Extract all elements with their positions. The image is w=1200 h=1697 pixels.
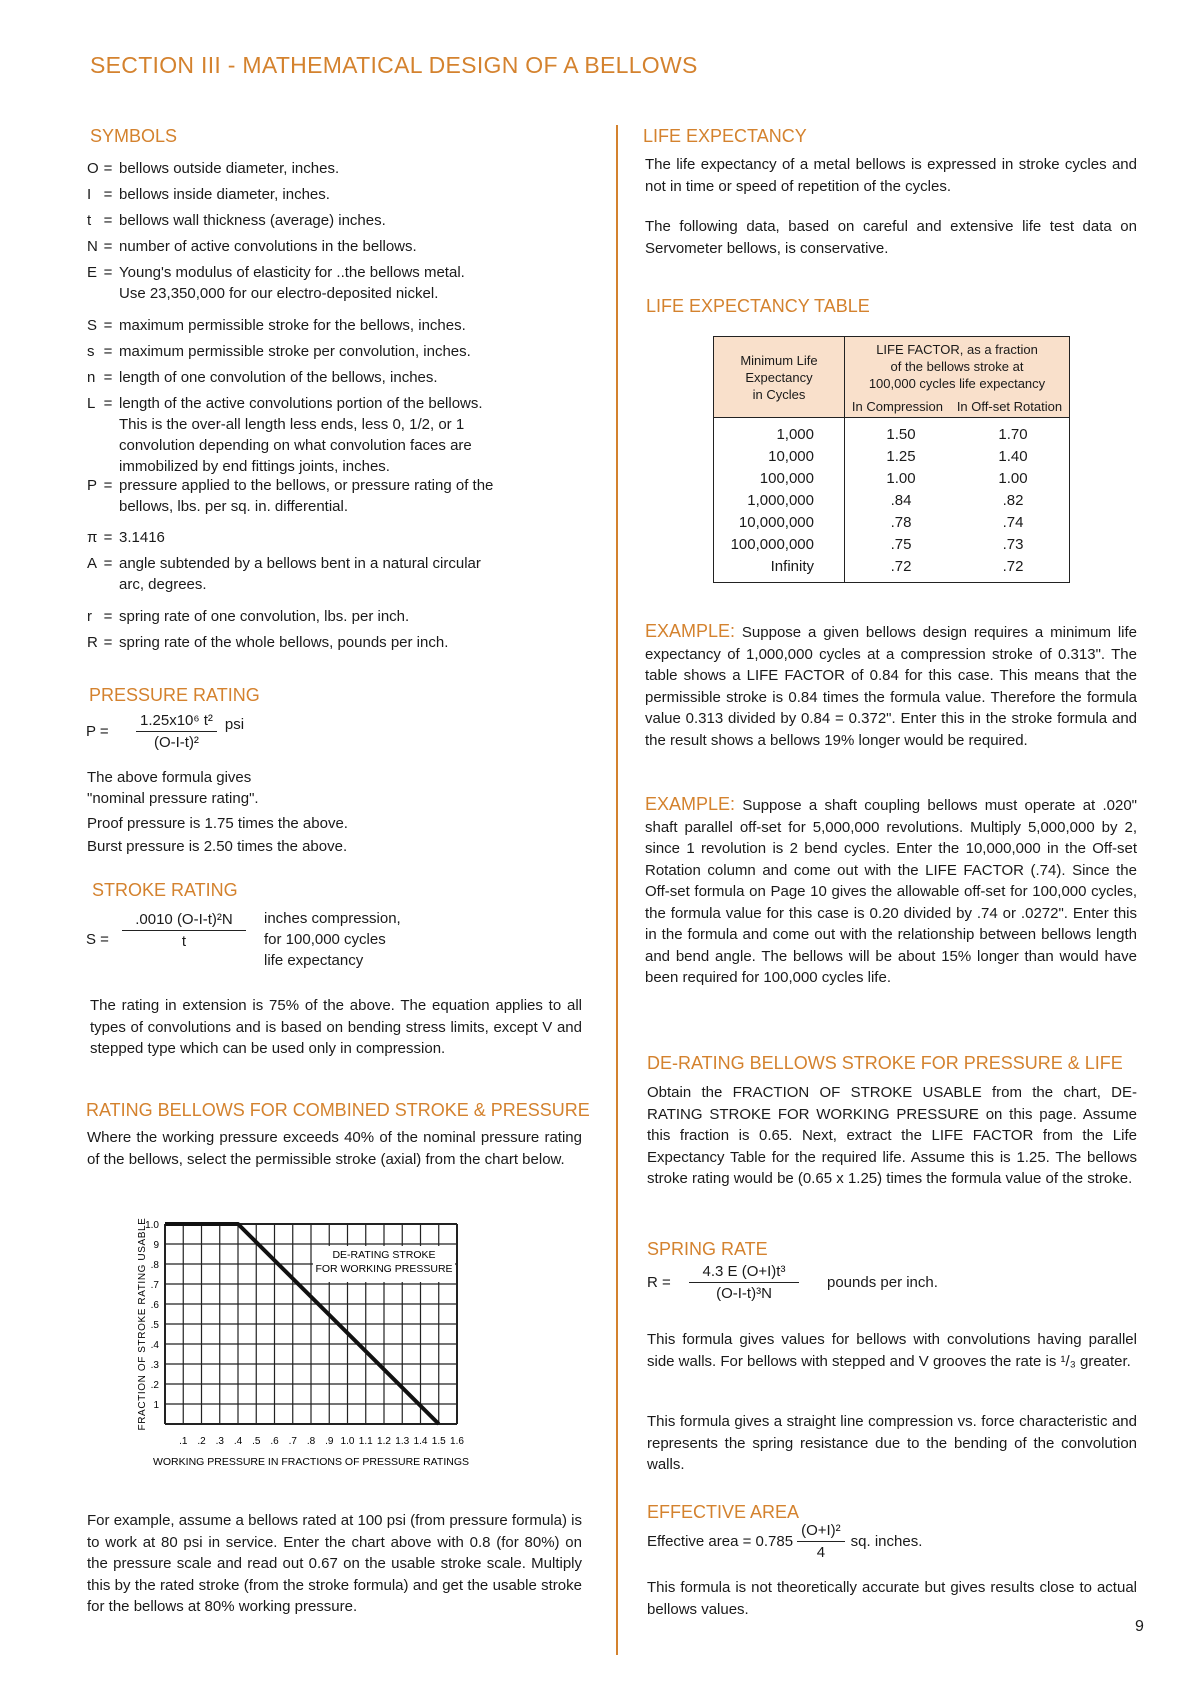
symbol-item (87, 527, 165, 548)
symbol-equals: = (103, 238, 113, 255)
cycles-column (714, 418, 845, 583)
formula-unit: sq. inches. (850, 1533, 923, 1550)
derating-paragraph: Obtain the FRACTION OF STROKE USABLE from the chart, DE-RATING STROKE FOR WORKING PRESSURE on this page. Assume this fraction is 0.65. Next, extract the LIFE FACTOR from the Life Expectancy Table for the required life. Assume this is 1.25. The bellows stroke rating would be (0.65 x 1.25) times the formula value of the stroke. (647, 1084, 1137, 1187)
pressure-formula (86, 712, 244, 751)
symbol-key: O (87, 160, 99, 177)
formula-denominator: (O-I-t)³N (716, 1285, 772, 1302)
y-tick-label: .5 (150, 1320, 159, 1331)
formula-denominator: t (181, 933, 187, 950)
symbol-key: A (87, 555, 98, 572)
x-tick-label: .5 (252, 1436, 261, 1447)
x-tick-label: 1.0 (340, 1436, 355, 1447)
symbol-item (87, 606, 409, 627)
offset-column (957, 424, 1069, 578)
symbol-equals: = (103, 160, 113, 177)
formula-numerator: 4.3 E (O+I)t³ (689, 1263, 799, 1283)
x-tick-label: 1.5 (431, 1436, 446, 1447)
stroke-notes (264, 908, 401, 971)
symbol-continuation: convolution depending on what convolution faces are (119, 437, 472, 454)
symbol-key: π (87, 529, 98, 546)
compression-cell: .72 (890, 558, 912, 575)
column-divider (616, 125, 618, 1655)
life-factor-header-line: of the bellows stroke at (890, 359, 1024, 374)
stroke-rating-heading: STROKE RATING (92, 880, 238, 900)
cycles-cell: Infinity (770, 558, 814, 575)
offset-cell: .74 (1002, 514, 1024, 531)
life-table-heading: LIFE EXPECTANCY TABLE (646, 296, 870, 316)
symbol-text: 3.1416 (119, 529, 165, 546)
x-tick-label: 1.2 (377, 1436, 391, 1447)
formula-lhs: R = (647, 1274, 671, 1291)
symbol-item (87, 367, 438, 388)
pressure-line-4: Burst pressure is 2.50 times the above. (87, 838, 348, 855)
symbol-equals: = (103, 608, 113, 625)
pressure-line-1: The above formula gives (87, 769, 252, 786)
y-axis-label: FRACTION OF STROKE RATING USABLE (137, 1217, 148, 1431)
compression-cell: 1.00 (886, 470, 916, 487)
area-formula (647, 1522, 922, 1561)
min-life-header-line: Expectancy (745, 369, 813, 385)
table-body-row (714, 418, 1070, 583)
cycles-cell: 10,000,000 (738, 514, 814, 531)
symbol-continuation: Use 23,350,000 for our electro-deposited nickel. (119, 285, 439, 302)
page-title: SECTION III - MATHEMATICAL DESIGN OF A BELLOWS (90, 52, 698, 78)
min-life-header (714, 337, 845, 418)
symbol-item (87, 158, 339, 179)
symbol-equals: = (103, 369, 113, 386)
life-factor-header-line: LIFE FACTOR, as a fraction (876, 342, 1038, 357)
x-tick-label: 1.1 (358, 1436, 373, 1447)
formula-denominator: (O-I-t)² (153, 734, 199, 751)
symbol-key: R (87, 634, 98, 651)
formula-numerator: .0010 (O-I-t)²N (122, 911, 246, 931)
sub-header-offset: In Off-set Rotation (956, 399, 1063, 414)
y-tick-label: 1 (153, 1400, 159, 1411)
symbol-item (87, 210, 386, 231)
compression-cell: 1.25 (886, 448, 916, 465)
pressure-line-3: Proof pressure is 1.75 times the above. (87, 815, 348, 832)
y-tick-label: .6 (150, 1300, 159, 1311)
combined-example: For example, assume a bellows rated at 100 psi (from pressure formula) is to work at 80 psi in service. Enter the chart above with 0.8 (for 80%) on the pressure scale and read out 0.67 on the usable stroke scale. Multiply this by the rated stroke (from the stroke formula) and get the usable stroke for the bellows at 80% working pressure. (87, 1512, 582, 1615)
symbol-key: I (87, 186, 92, 203)
symbol-equals: = (103, 343, 113, 360)
pressure-rating-heading: PRESSURE RATING (89, 685, 260, 705)
symbol-text: bellows inside diameter, inches. (119, 186, 330, 203)
spring-rate-heading: SPRING RATE (647, 1239, 768, 1259)
formula-lhs: P = (86, 723, 109, 740)
formula-unit: pounds per inch. (827, 1274, 938, 1291)
combined-paragraph: Where the working pressure exceeds 40% of the nominal pressure rating of the bellows, select the permissible stroke (axial) from the chart below. (87, 1129, 582, 1168)
symbol-item (87, 553, 481, 595)
symbol-text: length of one convolution of the bellows, inches. (119, 369, 438, 386)
symbol-item (87, 184, 330, 205)
x-tick-label: .7 (288, 1436, 297, 1447)
example-2 (645, 794, 1137, 989)
cycles-cell: 1,000,000 (747, 492, 814, 509)
min-life-header-line: in Cycles (752, 386, 806, 402)
offset-cell: 1.00 (998, 470, 1028, 487)
y-tick-label: .2 (150, 1380, 159, 1391)
life-expectancy-table (713, 336, 1070, 583)
offset-cell: .73 (1002, 536, 1024, 553)
pressure-line-2: "nominal pressure rating". (87, 790, 259, 807)
x-tick-label: .1 (179, 1436, 188, 1447)
compression-cell: 1.50 (886, 426, 916, 443)
spring-paragraph-2: This formula gives a straight line compression vs. force characteristic and represents the spring resistance due to the bending of the convolution walls. (647, 1413, 1137, 1473)
formula-numerator: (O+I)² (797, 1522, 845, 1542)
symbol-key: r (87, 608, 92, 625)
stroke-note-1: inches compression, (264, 910, 401, 927)
stroke-note-3: life expectancy (264, 952, 364, 969)
formula-unit: psi (224, 716, 245, 733)
symbol-equals: = (103, 555, 113, 572)
life-factor-header (845, 337, 1070, 418)
symbol-text: bellows wall thickness (average) inches. (119, 212, 386, 229)
life-factor-header-line: 100,000 cycles life expectancy (868, 376, 1046, 391)
y-tick-label: .4 (150, 1340, 159, 1351)
formula-numerator: 1.25x10⁶ t² (136, 712, 217, 732)
table-header-row (714, 337, 1070, 418)
min-life-header-line: Minimum Life (740, 352, 818, 368)
x-tick-label: 1.4 (413, 1436, 428, 1447)
derating-chart (125, 1212, 545, 1502)
effective-area-heading: EFFECTIVE AREA (647, 1502, 800, 1522)
cycles-cell: 100,000,000 (730, 536, 814, 553)
chart-title-line-2: FOR WORKING PRESSURE (315, 1263, 453, 1275)
y-tick-label: 9 (153, 1240, 159, 1251)
x-tick-label: .8 (306, 1436, 316, 1447)
symbol-key: E (87, 264, 98, 281)
offset-cell: 1.70 (998, 426, 1028, 443)
symbols-heading: SYMBOLS (90, 126, 178, 146)
x-tick-label: .2 (197, 1436, 206, 1447)
formula-lhs: Effective area = 0.785 (647, 1533, 794, 1550)
symbol-continuation: bellows, lbs. per sq. in. differential. (119, 498, 349, 515)
x-tick-label: 1.3 (395, 1436, 410, 1447)
symbol-equals: = (103, 264, 113, 281)
formula-denominator: 4 (816, 1544, 826, 1561)
y-tick-label: .7 (150, 1280, 159, 1291)
cycles-cell: 10,000 (768, 448, 814, 465)
example-1-label: EXAMPLE: (645, 621, 736, 641)
x-tick-label: .6 (270, 1436, 279, 1447)
symbol-continuation: arc, degrees. (119, 576, 207, 593)
x-axis-label: WORKING PRESSURE IN FRACTIONS OF PRESSURE RATINGS (152, 1456, 470, 1468)
compression-cell: .84 (890, 492, 912, 509)
symbol-item (87, 632, 448, 653)
symbol-text: maximum permissible stroke for the bellows, inches. (119, 317, 466, 334)
combined-heading: RATING BELLOWS FOR COMBINED STROKE & PRESSURE (86, 1100, 590, 1120)
symbol-equals: = (103, 634, 113, 651)
area-paragraph: This formula is not theoretically accurate but gives results close to actual bellows values. (647, 1579, 1137, 1618)
spring-formula (647, 1263, 938, 1302)
life-paragraph-2: The following data, based on careful and extensive life test data on Servometer bellows, is conservative. (645, 218, 1137, 257)
example-2-text: Suppose a shaft coupling bellows must operate at .020" shaft parallel off-set for 5,000,000 revolutions. Multiply 5,000,000 by 2, since 1 revolution is 2 bend cycles. Enter the 10,000,000 in the Off-set Rotation column and come out with the LIFE FACTOR (.74). Since the Off-set formula on Page 10 gives the allowable off-set for 100,000 cycles, the formula value for this case is 0.20 divided by .74 or .0272". Enter this in the formula and come out with the relationship between bellows length and bend angle. The bellows will be about 15% longer than would have been required for 100,000 cycles life. (645, 797, 1138, 986)
symbol-key: s (87, 343, 95, 360)
y-tick-label: .8 (150, 1260, 159, 1271)
symbol-text: length of the active convolutions portion of the bellows. (119, 395, 483, 412)
sub-header-compression: In Compression (851, 399, 943, 414)
formula-fraction (136, 712, 217, 751)
symbol-text: number of active convolutions in the bellows. (119, 238, 417, 255)
offset-cell: 1.40 (998, 448, 1028, 465)
life-expectancy-heading: LIFE EXPECTANCY (643, 126, 807, 146)
symbol-key: L (87, 395, 96, 412)
cycles-cell: 1,000 (776, 426, 814, 443)
symbol-key: P (87, 477, 98, 494)
x-tick-label: 1.6 (450, 1436, 464, 1447)
compression-cell: .75 (890, 536, 912, 553)
x-tick-label: .9 (325, 1436, 334, 1447)
x-tick-label: .3 (215, 1436, 224, 1447)
symbol-text: spring rate of one convolution, lbs. per inch. (119, 608, 410, 625)
chart-title-line-1: DE-RATING STROKE (332, 1249, 436, 1261)
symbol-continuation: This is the over-all length less ends, less 0, 1/2, or 1 (119, 416, 465, 433)
formula-fraction (122, 911, 246, 968)
symbol-text: pressure applied to the bellows, or pressure rating of the (119, 477, 494, 494)
offset-cell: .72 (1002, 558, 1024, 575)
symbol-equals: = (103, 212, 113, 229)
symbol-key: n (87, 369, 96, 386)
derating-heading: DE-RATING BELLOWS STROKE FOR PRESSURE & LIFE (647, 1053, 1123, 1073)
spring-paragraph-1: This formula gives values for bellows with convolutions having parallel side walls. For bellows with stepped and V grooves the rate is ¹/₃ greater. (647, 1331, 1137, 1370)
compression-column (845, 424, 957, 578)
symbol-text: maximum permissible stroke per convolution, inches. (119, 343, 471, 360)
example-1-text: Suppose a given bellows design requires a minimum life expectancy of 1,000,000 cycles at a compression stroke of 0.313". The table shows a LIFE FACTOR of 0.84 for this case. This means that the permissible stroke is 0.84 times the formula value. Therefore the formula value 0.313 divided by 0.84 = 0.372". Enter this in the stroke formula and the result shows a bellows 19% longer would be required. (645, 624, 1138, 749)
symbol-key: N (87, 238, 98, 255)
sub-headers (845, 398, 1069, 415)
symbol-item (87, 341, 471, 362)
symbol-equals: = (103, 477, 113, 494)
stroke-formula (86, 908, 401, 971)
y-tick-label: 1.0 (145, 1220, 159, 1231)
symbol-text: Young's modulus of elasticity for ..the bellows metal. (119, 264, 465, 281)
symbol-item (87, 262, 465, 304)
symbol-continuation: immobilized by end fittings joints, inches. (119, 458, 390, 475)
symbol-item (87, 315, 466, 336)
formula-fraction (689, 1263, 799, 1302)
cycles-cell: 100,000 (759, 470, 814, 487)
symbol-item (87, 236, 417, 257)
example-2-label: EXAMPLE: (645, 794, 736, 814)
symbol-text: angle subtended by a bellows bent in a natural circular (119, 555, 481, 572)
x-tick-label: .4 (233, 1436, 243, 1447)
page-number: 9 (1135, 1618, 1144, 1635)
factor-columns (845, 418, 1070, 583)
symbol-equals: = (103, 395, 113, 412)
formula-lhs: S = (86, 931, 109, 948)
symbol-item (87, 475, 493, 517)
stroke-note-2: for 100,000 cycles (264, 931, 386, 948)
offset-cell: .82 (1002, 492, 1024, 509)
symbol-text: bellows outside diameter, inches. (119, 160, 340, 177)
symbol-equals: = (103, 529, 113, 546)
symbol-item (87, 393, 483, 477)
stroke-paragraph: The rating in extension is 75% of the above. The equation applies to all types of convolutions and is based on bending stress limits, except V and stepped type which can be used only in compression. (90, 997, 582, 1057)
compression-cell: .78 (890, 514, 912, 531)
symbol-equals: = (103, 186, 113, 203)
formula-fraction (797, 1522, 845, 1561)
symbol-equals: = (103, 317, 113, 334)
symbol-key: S (87, 317, 98, 334)
example-1 (645, 621, 1137, 751)
life-paragraph-1: The life expectancy of a metal bellows is expressed in stroke cycles and not in time or speed of repetition of the cycles. (645, 156, 1137, 195)
y-tick-label: .3 (150, 1360, 159, 1371)
symbol-text: spring rate of the whole bellows, pounds per inch. (119, 634, 449, 651)
symbol-key: t (87, 212, 92, 229)
